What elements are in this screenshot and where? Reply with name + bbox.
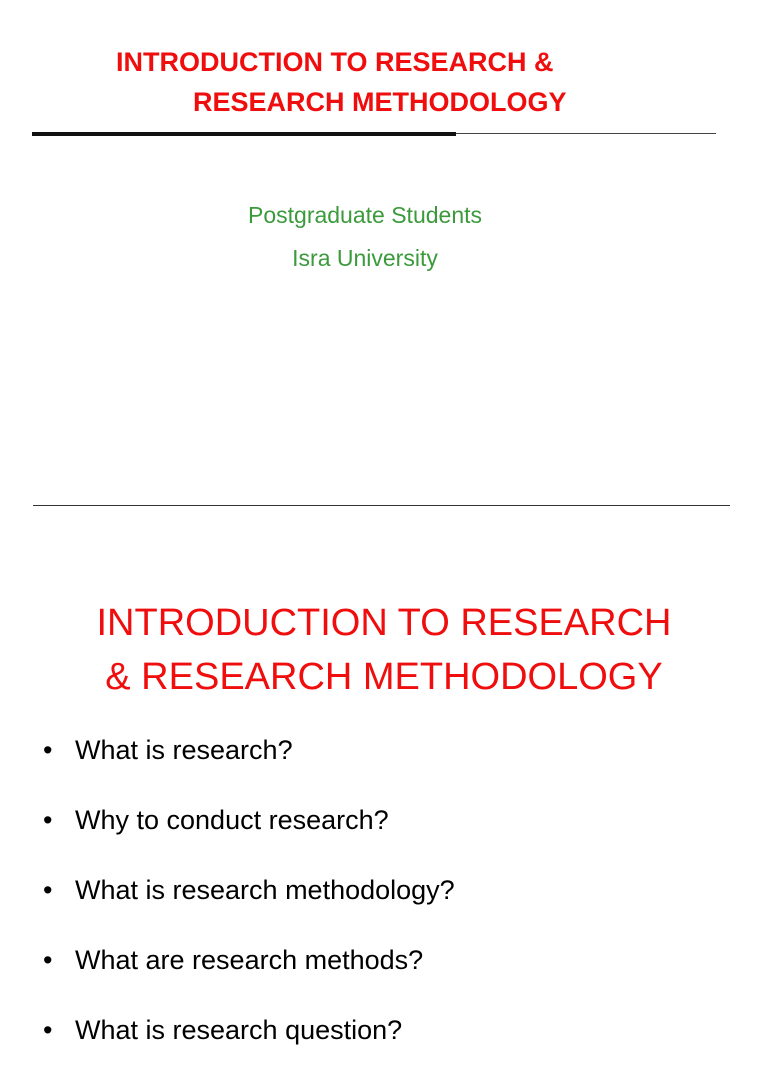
bullet-list bbox=[43, 728, 455, 1078]
title-underline-thin bbox=[456, 133, 716, 134]
slide2-title bbox=[0, 596, 768, 704]
slide1-subtitle-institution: Isra University bbox=[292, 245, 438, 271]
list-item bbox=[43, 938, 455, 1008]
slide2-title-line2: & RESEARCH METHODOLOGY bbox=[105, 656, 663, 698]
slide1-title-line1: INTRODUCTION TO RESEARCH & bbox=[116, 47, 554, 77]
bullet-icon: • bbox=[43, 945, 53, 975]
bullet-icon: • bbox=[43, 735, 53, 765]
bullet-text: What are research methods? bbox=[75, 945, 424, 975]
slide1-title-line2: RESEARCH METHODOLOGY bbox=[193, 87, 567, 117]
bullet-text: What is research question? bbox=[75, 1015, 403, 1045]
list-item bbox=[43, 798, 455, 868]
bullet-icon: • bbox=[43, 805, 53, 835]
slide1-subtitle-audience: Postgraduate Students bbox=[248, 202, 482, 228]
bullet-text: What is research? bbox=[75, 735, 293, 765]
list-item bbox=[43, 1008, 455, 1078]
list-item bbox=[43, 868, 455, 938]
bullet-text: What is research methodology? bbox=[75, 875, 455, 905]
slide-divider bbox=[33, 505, 730, 506]
slide2-title-line1: INTRODUCTION TO RESEARCH bbox=[96, 602, 672, 644]
bullet-text: Why to conduct research? bbox=[75, 805, 389, 835]
title-underline-thick bbox=[32, 132, 456, 136]
bullet-icon: • bbox=[43, 875, 53, 905]
list-item bbox=[43, 728, 455, 798]
bullet-icon: • bbox=[43, 1015, 53, 1045]
